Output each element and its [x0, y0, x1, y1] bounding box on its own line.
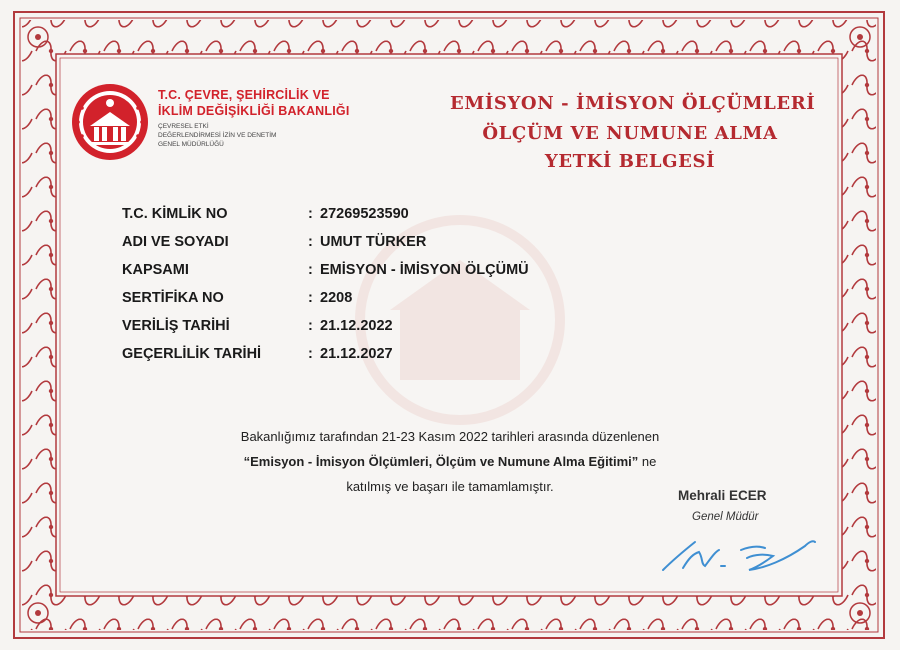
- field-label: SERTİFİKA NO: [122, 290, 224, 306]
- field-value: EMİSYON - İMİSYON ÖLÇÜMÜ: [320, 262, 529, 278]
- department-line3: GENEL MÜDÜRLÜĞÜ: [158, 141, 224, 148]
- field-colon: :: [308, 206, 313, 222]
- department-line1: ÇEVRESEL ETKİ: [158, 123, 209, 130]
- field-label: T.C. KİMLİK NO: [122, 206, 228, 222]
- signatory-title: Genel Müdür: [692, 511, 759, 523]
- field-colon: :: [308, 346, 313, 362]
- training-name: “Emisyon - İmisyon Ölçümleri, Ölçüm ve Numune Alma Eğitimi”: [243, 454, 639, 469]
- certificate-title-line1: EMİSYON - İMİSYON ÖLÇÜMLERİ: [450, 93, 816, 114]
- handwritten-signature-icon: [655, 528, 825, 578]
- field-label: KAPSAMI: [122, 262, 189, 278]
- ministry-logo-icon: [70, 82, 150, 162]
- field-colon: :: [308, 262, 313, 278]
- department-line2: DEĞERLENDİRMESİ İZİN VE DENETİM: [158, 132, 277, 139]
- field-value: 2208: [320, 290, 353, 306]
- statement-line2-suffix: ne: [638, 454, 657, 469]
- statement-line3: katılmış ve başarı ile tamamlamıştır.: [346, 479, 554, 494]
- signatory-name: Mehrali ECER: [678, 488, 767, 503]
- field-value: UMUT TÜRKER: [320, 234, 427, 250]
- statement-line2: [150, 454, 750, 469]
- statement-line1: Bakanlığımız tarafından 21-23 Kasım 2022 tarihleri arasında düzenlenen: [240, 429, 660, 444]
- certificate-title-line2: ÖLÇÜM VE NUMUNE ALMA: [482, 123, 778, 144]
- field-colon: :: [308, 234, 313, 250]
- field-label: GEÇERLİLİK TARİHİ: [122, 346, 262, 362]
- field-colon: :: [308, 318, 313, 334]
- field-value: 27269523590: [320, 206, 409, 222]
- field-label: VERİLİŞ TARİHİ: [122, 318, 230, 334]
- ministry-name-line1: T.C. ÇEVRE, ŞEHİRCİLİK VE: [158, 88, 330, 102]
- field-colon: :: [308, 290, 313, 306]
- field-label: ADI VE SOYADI: [122, 234, 229, 250]
- certificate-title-line3: YETKİ BELGESİ: [544, 151, 716, 172]
- field-value: 21.12.2027: [320, 346, 393, 362]
- ministry-name-line2: İKLİM DEĞİŞİKLİĞİ BAKANLIĞI: [158, 104, 350, 118]
- field-value: 21.12.2022: [320, 318, 393, 334]
